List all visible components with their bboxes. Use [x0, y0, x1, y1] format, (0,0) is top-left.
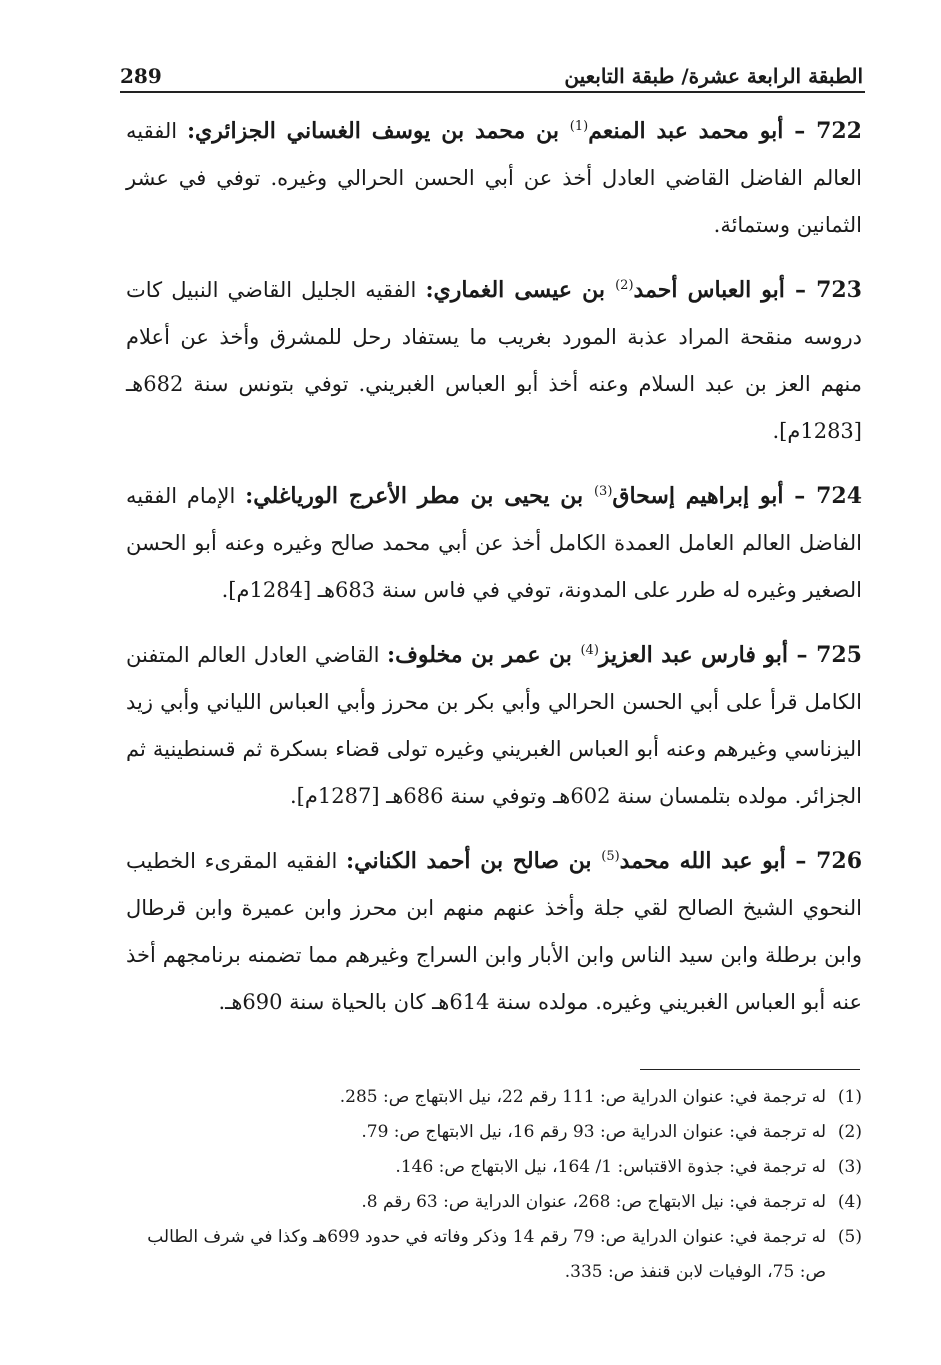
biography-entry: [126, 632, 862, 820]
footnote-ref: (1): [569, 119, 589, 134]
biography-entry: [126, 267, 862, 455]
biography-entry: [126, 838, 862, 1026]
entry-text: الفقيه العالم الفاضل القاضي العادل أخذ عن أبي الحسن الحرالي وغيره. توفي في عشر الثمانين وستمائة.: [126, 119, 862, 237]
entry-text: الفقيه الجليل القاضي النبيل كات دروسه منقحة المراد عذبة المورد بغريب ما يستفاد رحل للمشرق وأخذ عن أعلام منهم العز بن عبد السلام وعنه أخذ أبو العباس الغبريني. توفي بتونس سنة 682هـ [1283م].: [126, 278, 862, 443]
entry-head: 723 – أبو العباس أحمد: [633, 277, 862, 303]
footnote-ref: (5): [601, 849, 620, 864]
entry-head: 726 – أبو عبد الله محمد: [619, 848, 863, 874]
entry-head-rest: بن محمد بن يوسف الغساني الجزائري:: [186, 118, 570, 144]
footnote-text: له ترجمة في: نيل الابتهاج ص: 268، عنوان الدراية ص: 63 رقم 8.: [361, 1192, 826, 1212]
footnote-rule: [640, 1069, 860, 1070]
page-header: [120, 48, 863, 88]
footnote-ref: (2): [615, 278, 634, 293]
footnote-text: له ترجمة في: عنوان الدراية ص: 79 رقم 14 وذكر وفاته في حدود 699هـ وكذا في شرف الطالب ص: 75، الوفيات لابن قنفذ ص: 335.: [147, 1227, 826, 1282]
footnote: [126, 1220, 862, 1290]
page-number: 289: [120, 64, 162, 88]
footnote: [126, 1150, 862, 1185]
footnote-number: (5): [837, 1227, 862, 1247]
biography-entry: [126, 473, 862, 614]
footnotes: [126, 1080, 862, 1290]
footnote: [126, 1185, 862, 1220]
footnote-text: له ترجمة في: جذوة الاقتباس: 1/ 164، نيل الابتهاج ص: 146.: [395, 1157, 826, 1177]
footnote-text: له ترجمة في: عنوان الدراية ص: 93 رقم 16، نيل الابتهاج ص: 79.: [361, 1122, 826, 1142]
entry-head: 725 – أبو فارس عبد العزيز: [598, 642, 862, 668]
entry-head-rest: بن يحيى بن مطر الأعرج الورياغلي:: [245, 483, 594, 509]
footnote-text: له ترجمة في: عنوان الدراية ص: 111 رقم 22، نيل الابتهاج ص: 285.: [339, 1087, 826, 1107]
entry-text: الفقيه المقرىء الخطيب النحوي الشيخ الصالح لقي جلة وأخذ عنهم منهم ابن محرز وابن عميرة وابن قرطال وابن برطلة وابن سيد الناس وابن الأبار وابن السراج وغيرهم مما تضمنه برنامجهم أخذ عنه أبو العباس الغبريني وغيره. مولده سنة 614هـ كان بالحياة سنة 690هـ.: [126, 849, 862, 1014]
footnote: [126, 1080, 862, 1115]
biography-entry: [126, 108, 862, 249]
entry-head: 722 – أبو محمد عبد المنعم: [588, 118, 862, 144]
header-rule: [120, 91, 865, 93]
entry-head: 724 – أبو إبراهيم إسحاق: [612, 483, 863, 509]
entry-head-rest: بن صالح بن أحمد الكناني:: [346, 848, 602, 874]
footnote-ref: (3): [593, 484, 613, 499]
entry-text: الإمام الفقيه الفاضل العالم العامل العمدة الكامل أخذ عن أبي محمد صالح وغيره وعنه أبو الحسن الصغير وغيره له طرر على المدونة، توفي في فاس سنة 683هـ [1284م].: [126, 484, 862, 602]
page-body: [126, 108, 862, 1044]
entry-text: القاضي العادل العالم المتفنن الكامل قرأ على أبي الحسن الحرالي وأبي بكر بن محرز وأبي العباس اللياني وأبي زيد اليزناسي وغيرهم وعنه أبو العباس الغبريني وغيره تولى قضاء بسكرة ثم قسنطينية ثم الجزائر. مولده بتلمسان سنة 602هـ وتوفي سنة 686هـ [1287م].: [126, 643, 862, 808]
entry-head-rest: بن عيسى الغماري:: [425, 277, 616, 303]
footnote-ref: (4): [580, 643, 599, 658]
footnote: [126, 1115, 862, 1150]
footnote-number: (2): [837, 1122, 862, 1142]
entry-head-rest: بن عمر بن مخلوف:: [387, 642, 581, 668]
footnote-number: (1): [837, 1087, 862, 1107]
footnote-number: (4): [837, 1192, 862, 1212]
footnote-number: (3): [837, 1157, 862, 1177]
running-title: الطبقة الرابعة عشرة/ طبقة التابعين: [564, 64, 863, 88]
